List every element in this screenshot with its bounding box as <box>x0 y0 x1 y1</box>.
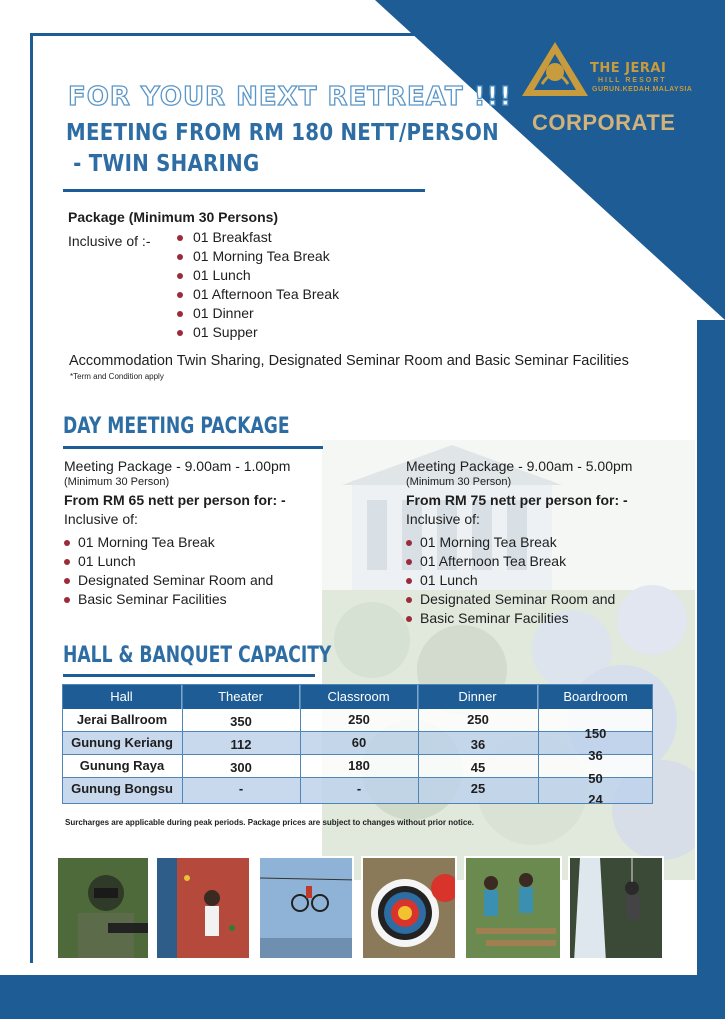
package-items <box>64 533 364 609</box>
sky-bike-photo <box>258 856 354 960</box>
boardroom-value: 36 <box>588 748 603 763</box>
dinner-value: 36 <box>470 737 486 752</box>
waterfall-abseil-photo <box>568 856 664 960</box>
meeting-headline-line1: MEETING FROM RM 180 NETT/PERSON <box>66 120 499 146</box>
list-item: 01 Lunch <box>175 266 339 285</box>
day-meeting-heading: DAY MEETING PACKAGE <box>63 414 290 439</box>
list-item: 01 Lunch <box>64 552 364 571</box>
inclusive-label: Inclusive of: <box>64 511 138 527</box>
logo-subtitle: HILL RESORT <box>598 77 667 84</box>
list-item: 01 Afternoon Tea Break <box>406 552 706 571</box>
boardroom-value: 24 <box>588 792 603 807</box>
theater-value: - <box>238 781 244 796</box>
inclusive-label: Inclusive of: <box>406 511 480 527</box>
package-minimum: (Minimum 30 Person) <box>64 476 170 488</box>
list-item: 01 Morning Tea Break <box>175 247 339 266</box>
divider <box>63 189 425 192</box>
capacity-table <box>62 684 653 807</box>
list-item: 01 Breakfast <box>175 228 339 247</box>
theater-value: 300 <box>230 760 252 775</box>
dinner-value: 45 <box>470 760 486 775</box>
column-header-boardroom: Boardroom <box>538 684 653 709</box>
full-day-package <box>406 457 706 628</box>
inclusive-label: Inclusive of :- <box>68 233 151 249</box>
hall-capacity-heading: HALL & BANQUET CAPACITY <box>63 643 332 668</box>
column-header-dinner: Dinner <box>418 684 538 709</box>
logo-location: GURUN.KEDAH.MALAYSIA <box>592 86 693 93</box>
divider <box>63 446 323 449</box>
dinner-value: 25 <box>470 781 486 796</box>
package-title: Package (Minimum 30 Persons) <box>68 209 279 225</box>
list-item: 01 Morning Tea Break <box>406 533 706 552</box>
hall-name: Gunung Bongsu <box>71 781 173 796</box>
list-item: 01 Supper <box>175 323 339 342</box>
list-item: Designated Seminar Room and <box>64 571 364 590</box>
package-minimum: (Minimum 30 Person) <box>406 476 512 488</box>
package-time: Meeting Package - 9.00am - 1.00pm <box>64 458 291 474</box>
package-items <box>175 228 339 342</box>
climbing-wall-photo <box>155 856 251 960</box>
resort-logo <box>520 40 695 100</box>
surcharge-note: Surcharges are applicable during peak periods. Package prices are subject to changes without prior notice. <box>65 818 475 827</box>
dinner-value: 250 <box>467 712 489 727</box>
logo-brand: THE JERAI <box>590 61 667 76</box>
hall-name: Gunung Raya <box>79 758 165 773</box>
classroom-value: 180 <box>348 758 370 773</box>
retreat-headline: FOR YOUR NEXT RETREAT !!! <box>68 82 513 112</box>
classroom-value: - <box>356 781 362 796</box>
list-item-continuation: Basic Seminar Facilities <box>64 590 364 609</box>
column-header-theater: Theater <box>182 684 300 709</box>
theater-value: 112 <box>230 737 252 752</box>
team-building-photo <box>464 856 562 960</box>
half-day-package <box>64 457 364 609</box>
package-items <box>406 533 706 628</box>
archery-photo <box>361 856 457 960</box>
table-border <box>62 684 653 804</box>
meeting-headline <box>66 118 499 180</box>
mountain-logo-icon <box>520 40 590 98</box>
package-time: Meeting Package - 9.00am - 5.00pm <box>406 458 633 474</box>
list-item-continuation: Basic Seminar Facilities <box>406 609 706 628</box>
column-header-hall: Hall <box>62 684 182 709</box>
footer-band <box>0 975 725 1019</box>
paintball-photo <box>56 856 150 960</box>
list-item: 01 Lunch <box>406 571 706 590</box>
divider <box>63 674 315 677</box>
boardroom-value: 50 <box>588 771 603 786</box>
boardroom-value: 150 <box>584 726 607 741</box>
right-edge-band <box>697 320 725 975</box>
meeting-headline-line2: - TWIN SHARING <box>66 151 260 177</box>
hall-name: Jerai Ballroom <box>76 712 168 727</box>
accommodation-text: Accommodation Twin Sharing, Designated Seminar Room and Basic Seminar Facilities <box>69 353 629 369</box>
package-price: From RM 75 nett per person for: - <box>406 492 628 508</box>
theater-value: 350 <box>230 714 252 729</box>
terms-note: *Term and Condition apply <box>70 372 164 381</box>
column-header-classroom: Classroom <box>300 684 418 709</box>
hall-name: Gunung Keriang <box>71 735 173 750</box>
package-price: From RM 65 nett per person for: - <box>64 492 286 508</box>
list-item: Designated Seminar Room and <box>406 590 706 609</box>
corporate-label: CORPORATE <box>532 110 676 135</box>
classroom-value: 60 <box>351 735 367 750</box>
list-item: 01 Morning Tea Break <box>64 533 364 552</box>
classroom-value: 250 <box>348 712 370 727</box>
list-item: 01 Dinner <box>175 304 339 323</box>
list-item: 01 Afternoon Tea Break <box>175 285 339 304</box>
